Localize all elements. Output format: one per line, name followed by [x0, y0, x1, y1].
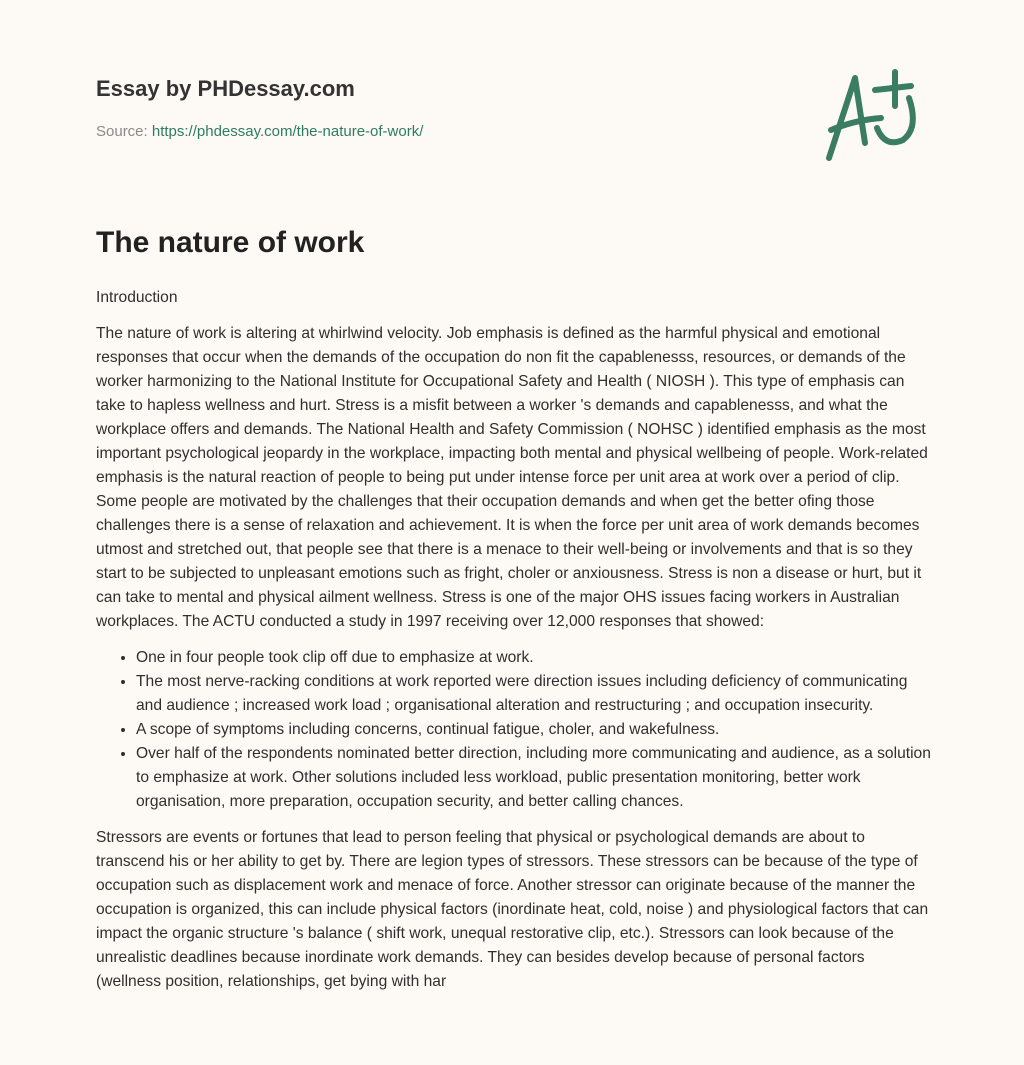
source-line	[96, 123, 423, 140]
page-title: The nature of work	[96, 226, 365, 259]
a-plus-logo-icon	[815, 68, 935, 168]
intro-heading: Introduction	[96, 289, 178, 306]
essay-body	[96, 286, 932, 1006]
list-item: • Over half of the respondents nominated better direction, including more communicating and audience, as a solution to emphasize at work. Other solutions included less workload, public presentation monitoring, better work organisation, more preparation, occupation security, and better calling chances.	[136, 742, 932, 814]
paragraph: Stressors are events or fortunes that lead to person feeling that physical or psychological demands are about to transcend his or her ability to get by. There are legion types of stressors. These stressors can be because of the type of occupation such as displacement work and menace of force. Another stressor can originate because of the manner the occupation is organized, this can include physical factors (inordinate heat, cold, noise ) and physiological factors that can impact the organic structure 's balance ( shift work, unequal restorative clip, etc.). Stressors can look because of the unrealistic deadlines because inordinate work demands. They can besides develop because of personal factors (wellness position, relationships, get bying with har	[96, 829, 929, 990]
site-brand: Essay by PHDessay.com	[96, 76, 355, 101]
list-item: • The most nerve-racking conditions at work reported were direction issues including deficiency of communicating and audience ; increased work load ; organisational alteration and restructuring ; and occupation insecurity.	[136, 670, 932, 718]
findings-list	[96, 646, 932, 814]
list-item: • One in four people took clip off due to emphasize at work.	[136, 646, 932, 670]
list-item: • A scope of symptoms including concerns, continual fatigue, choler, and wakefulness.	[136, 718, 932, 742]
source-link[interactable]: https://phdessay.com/the-nature-of-work/	[151, 123, 424, 140]
paragraph: The nature of work is altering at whirlwind velocity. Job emphasis is defined as the harmful physical and emotional responses that occur when the demands of the occupation do non fit the capablenesss, resources, or demands of the worker harmonizing to the National Institute for Occupational Safety and Health ( NIOSH ). This type of emphasis can take to hapless wellness and hurt. Stress is a misfit between a worker 's demands and capablenesss, and what the workplace offers and demands. The National Health and Safety Commission ( NOHSC ) identified emphasis as the most important psychological jeopardy in the workplace, impacting both mental and physical wellbeing of people. Work-related emphasis is the natural reaction of people to being put under intense force per unit area at work over a period of clip. Some people are motivated by the challenges that their occupation demands and when get the better ofing those challenges there is a sense of relaxation and achievement. It is when the force per unit area of work demands becomes utmost and stretched out, that people see that there is a menace to their well-being or involvements and that is so they start to be subjected to unpleasant emotions such as fright, choler or anxiousness. Stress is non a disease or hurt, but it can take to mental and physical ailment wellness. Stress is one of the major OHS issues facing workers in Australian workplaces. The ACTU conducted a study in 1997 receiving over 12,000 responses that showed:	[96, 325, 928, 630]
source-label: Source:	[96, 123, 148, 140]
